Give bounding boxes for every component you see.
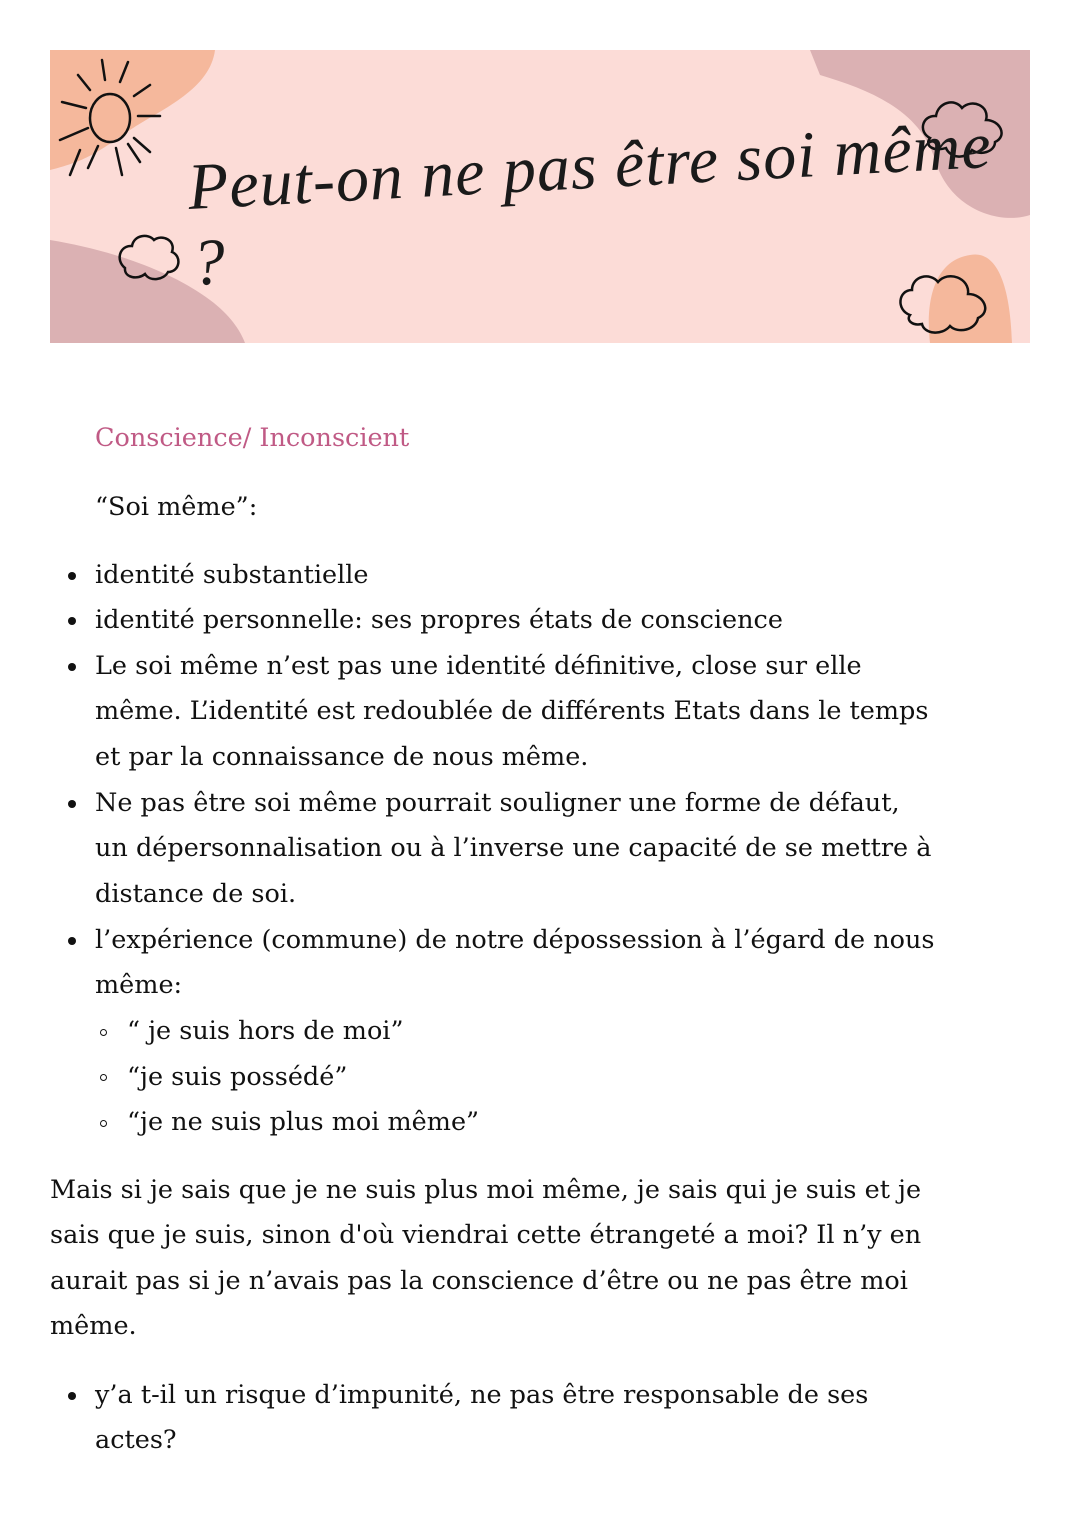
bullet-icon xyxy=(68,937,76,945)
list-item-continuation: distance de soi. xyxy=(95,879,297,909)
header-banner xyxy=(50,50,1030,343)
list-item: identité substantielle xyxy=(95,560,369,590)
bullet-icon xyxy=(68,617,76,625)
list-item: Le soi même n’est pas une identité définitive, close sur elle xyxy=(95,651,862,681)
list-item-continuation: même. L’identité est redoublée de différents Etats dans le temps xyxy=(95,696,929,726)
sub-bullet-icon xyxy=(100,1029,107,1036)
list-item: identité personnelle: ses propres états de conscience xyxy=(95,605,783,635)
intro-text: “Soi même”: xyxy=(95,492,258,522)
paragraph-line: aurait pas si je n’avais pas la conscience d’être ou ne pas être moi xyxy=(50,1266,908,1296)
paragraph-line: sais que je suis, sinon d'où viendrai cette étrangeté a moi? Il n’y en xyxy=(50,1220,922,1250)
bullet-icon xyxy=(68,663,76,671)
bullet-icon xyxy=(68,1392,76,1400)
sub-list-item: “je suis possédé” xyxy=(127,1062,348,1092)
paragraph-line: Mais si je sais que je ne suis plus moi même, je sais qui je suis et je xyxy=(50,1175,922,1205)
list-item: Ne pas être soi même pourrait souligner une forme de défaut, xyxy=(95,788,900,818)
list-item-continuation: même: xyxy=(95,970,183,1000)
list-item: y’a t-il un risque d’impunité, ne pas être responsable de ses xyxy=(95,1380,869,1410)
orange-blob-bottom-right xyxy=(929,254,1012,343)
list-item-continuation: et par la connaissance de nous même. xyxy=(95,742,589,772)
bullet-icon xyxy=(68,800,76,808)
sub-bullet-icon xyxy=(100,1074,107,1081)
bullet-icon xyxy=(68,572,76,580)
list-item: l’expérience (commune) de notre dépossession à l’égard de nous xyxy=(95,925,935,955)
sub-list-item: “je ne suis plus moi même” xyxy=(127,1107,480,1137)
sub-bullet-icon xyxy=(100,1120,107,1127)
list-item-continuation: actes? xyxy=(95,1425,177,1455)
sub-list-item: “ je suis hors de moi” xyxy=(127,1016,404,1046)
list-item-continuation: un dépersonnalisation ou à l’inverse une capacité de se mettre à xyxy=(95,833,932,863)
paragraph-line: même. xyxy=(50,1311,137,1341)
banner-title: Peut-on ne pas être soi même ? xyxy=(186,108,994,300)
section-heading: Conscience/ Inconscient xyxy=(95,423,410,453)
